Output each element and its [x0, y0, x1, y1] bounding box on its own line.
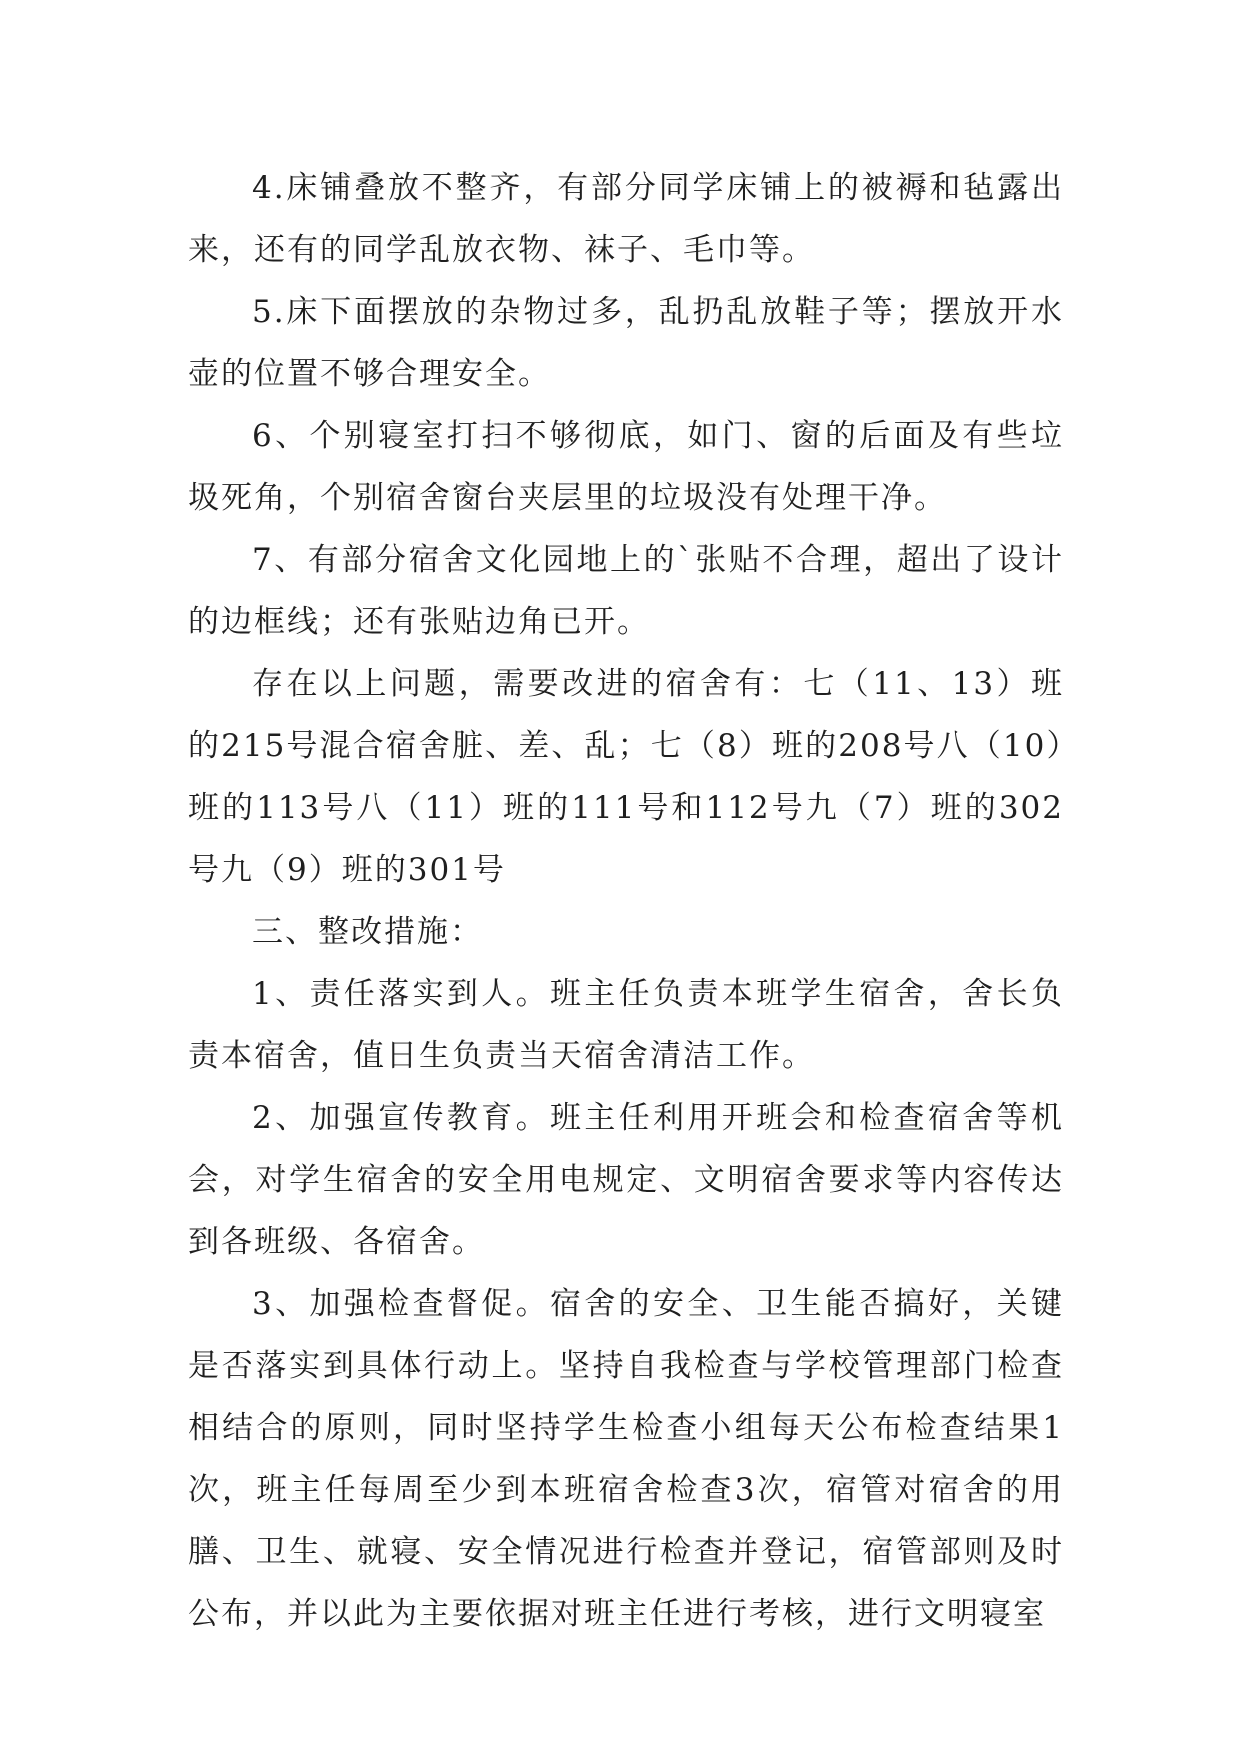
paragraph-measure-education: 2、加强宣传教育。班主任利用开班会和检查宿舍等机会，对学生宿舍的安全用电规定、文明宿舍要求等内容传达到各班级、各宿舍。: [188, 1100, 1064, 1260]
paragraph-cleaning-issue: 6、个别寝室打扫不够彻底，如门、窗的后面及有些垃圾死角，个别宿舍窗台夹层里的垃圾没有处理干净。: [188, 418, 1064, 516]
paragraph-poster-issue: 7、有部分宿舍文化园地上的`张贴不合理，超出了设计的边框线；还有张贴边角已开。: [188, 542, 1064, 640]
paragraph-measure-inspection: 3、加强检查督促。宿舍的安全、卫生能否搞好，关键是否落实到具体行动上。坚持自我检查与学校管理部门检查相结合的原则，同时坚持学生检查小组每天公布检查结果1次，班主任每周至少到本班宿舍检查3次，宿管对宿舍的用膳、卫生、就寝、安全情况进行检查并登记，宿管部则及时公布，并以此为主要依据对班主任进行考核，进行文明寝室: [188, 1286, 1064, 1632]
paragraph-dorms-to-improve: 存在以上问题，需要改进的宿舍有：七（11、13）班的215号混合宿舍脏、差、乱；七（8）班的208号八（10）班的113号八（11）班的111号和112号九（7）班的302号九（9）班的301号: [188, 666, 1064, 888]
paragraph-bedding-issue: 4.床铺叠放不整齐，有部分同学床铺上的被褥和毡露出来，还有的同学乱放衣物、袜子、毛巾等。: [188, 170, 1064, 268]
section-heading-measures: 三、整改措施：: [252, 914, 483, 950]
paragraph-under-bed-issue: 5.床下面摆放的杂物过多，乱扔乱放鞋子等；摆放开水壶的位置不够合理安全。: [188, 294, 1064, 392]
paragraph-measure-responsibility: 1、责任落实到人。班主任负责本班学生宿舍，舍长负责本宿舍，值日生负责当天宿舍清洁工作。: [188, 976, 1064, 1074]
document-body: [188, 157, 1064, 1645]
